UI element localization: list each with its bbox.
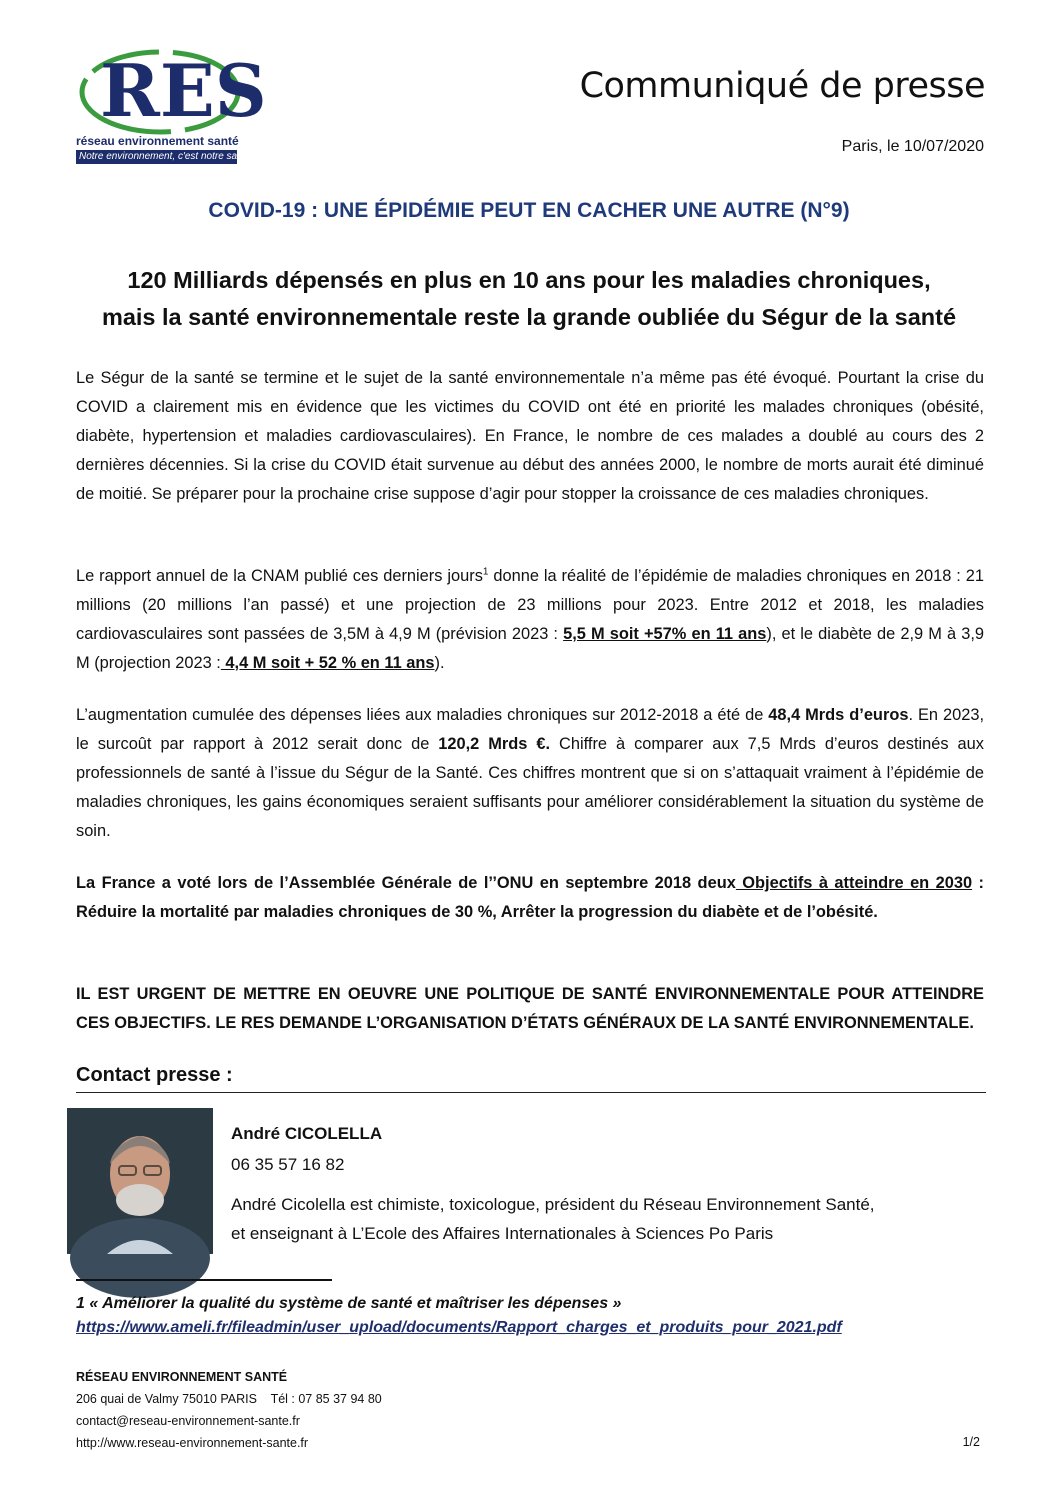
footnote-text: 1 « Améliorer la qualité du système de santé et maîtriser les dépenses »: [76, 1295, 622, 1312]
headline: [0, 262, 1058, 336]
headline-line-1: 120 Milliards dépensés en plus en 10 ans pour les maladies chroniques,: [127, 267, 931, 293]
avatar: [67, 1108, 213, 1254]
contact-divider: [76, 1092, 986, 1093]
footer-address: 206 quai de Valmy 75010 PARIS Tél : 07 85 37 94 80: [76, 1392, 382, 1406]
contact-title: Contact presse :: [76, 1064, 233, 1086]
paragraph-1: Le Ségur de la santé se termine et le sujet de la santé environnementale n’a même pas été évoqué. Pourtant la crise du COVID a clairement mis en évidence que les victimes du COVID ont été en priorité les malades chroniques (obésité, diabète, hypertension et maladies cardiovasculaires). En France, le nombre de ces malades a doublé au cours des 2 dernières décennies. Si la crise du COVID était survenue au début des années 2000, le nombre de morts aurait été diminué de moitié. Se préparer pour la prochaine crise suppose d’agir pour stopper la croissance de ces maladies chroniques.: [76, 369, 984, 503]
p3-text-a: L’augmentation cumulée des dépenses liées aux maladies chroniques sur 2012-2018 a été de: [76, 706, 769, 724]
footer-website[interactable]: http://www.reseau-environnement-sante.fr: [76, 1436, 309, 1450]
footnote: [76, 1292, 842, 1340]
paragraph-5: IL EST URGENT DE METTRE EN OEUVRE UNE POLITIQUE DE SANTÉ ENVIRONNEMENTALE POUR ATTEINDRE CES OBJECTIFS. LE RES DEMANDE L’ORGANISATION D’ÉTATS GÉNÉRAUX DE LA SANTÉ ENVIRONNEMENTALE.: [76, 985, 984, 1032]
document-type: Communiqué de presse: [579, 66, 985, 106]
p4-underlined: Objectifs à atteindre en 2030: [735, 874, 973, 892]
contact-bio-line-2: et enseignant à L’Ecole des Affaires Internationales à Sciences Po Paris: [231, 1224, 774, 1243]
footer: [76, 1366, 382, 1454]
contact-bio: [231, 1190, 991, 1248]
footer-org: RÉSEAU ENVIRONNEMENT SANTÉ: [76, 1370, 288, 1384]
p3-text-c: Chiffre à comparer aux 7,5 Mrds d’euros destinés aux professionnels de santé à l’issue du Ségur de la Santé. Ces chiffres montrent que si on s’attaquait vraiment à l’épidémie de maladies chroniques, les gains économiques seraient suffisants pour améliorer considérablement la situation du système de soin.: [76, 735, 984, 840]
p3-text-b: . En 2023, le surcoût par rapport à 2012 serait donc de: [76, 706, 985, 753]
p4-text-b: : Réduire la mortalité par maladies chroniques de 30 %, Arrêter la progression du diabète et de l’obésité.: [76, 874, 985, 921]
p2-text-b: donne la réalité de l’épidémie de maladies chroniques en 2018 : 21 millions (20 millions l’an passé) et une projection de 23 millions pour 2023. Entre 2012 et 2018, les maladies cardiovasculaires sont passées de 3,5M à 4,9 M (prévision 2023 :: [76, 567, 984, 643]
footnote-link[interactable]: https://www.ameli.fr/fileadmin/user_upload/documents/Rapport_charges_et_produits_pour_2021.pdf: [76, 1319, 842, 1336]
series-title: COVID-19 : UNE ÉPIDÉMIE PEUT EN CACHER UNE AUTRE (N°9): [208, 199, 850, 222]
footnote-divider: [76, 1279, 332, 1281]
logo-letters: RES: [100, 48, 267, 133]
avatar-photo: [67, 1108, 213, 1254]
p2-highlight-cardio: 5,5 M soit +57% en 11 ans: [563, 625, 767, 643]
paragraph-3: [76, 701, 984, 846]
contact-bio-line-1: André Cicolella est chimiste, toxicologue, président du Réseau Environnement Santé,: [231, 1195, 875, 1214]
p3-bold-2: 120,2 Mrds €.: [438, 735, 551, 753]
logo-slogan: Notre environnement, c'est notre santé: [76, 150, 237, 164]
paragraph-4: [76, 869, 984, 927]
footnote-ref[interactable]: 1: [482, 566, 489, 578]
res-logo: [76, 44, 267, 166]
res-logo-graphic: [76, 44, 267, 136]
p2-text-c: ), et le diabète de 2,9 M à 3,9 M (projection 2023 :: [76, 625, 984, 672]
p2-text-d: ).: [434, 654, 445, 672]
page-number: 1/2: [962, 1435, 980, 1449]
headline-line-2: mais la santé environnementale reste la grande oubliée du Ségur de la santé: [101, 304, 957, 330]
p2-highlight-diabetes: 4,4 M soit + 52 % en 11 ans: [220, 654, 435, 672]
contact-phone[interactable]: 06 35 57 16 82: [231, 1155, 345, 1174]
logo-tagline: réseau environnement santé: [76, 134, 239, 148]
date-line: Paris, le 10/07/2020: [841, 138, 984, 155]
paragraph-2: [76, 562, 984, 678]
footer-email[interactable]: contact@reseau-environnement-sante.fr: [76, 1414, 300, 1428]
p2-text-a: Le rapport annuel de la CNAM publié ces derniers jours: [76, 567, 483, 585]
p3-bold-1: 48,4 Mrds d’euros: [768, 706, 909, 724]
p4-text-a: La France a voté lors de l’Assemblée Générale de l’’ONU en septembre 2018 deux: [76, 874, 736, 892]
contact-name: André CICOLELLA: [231, 1124, 383, 1143]
